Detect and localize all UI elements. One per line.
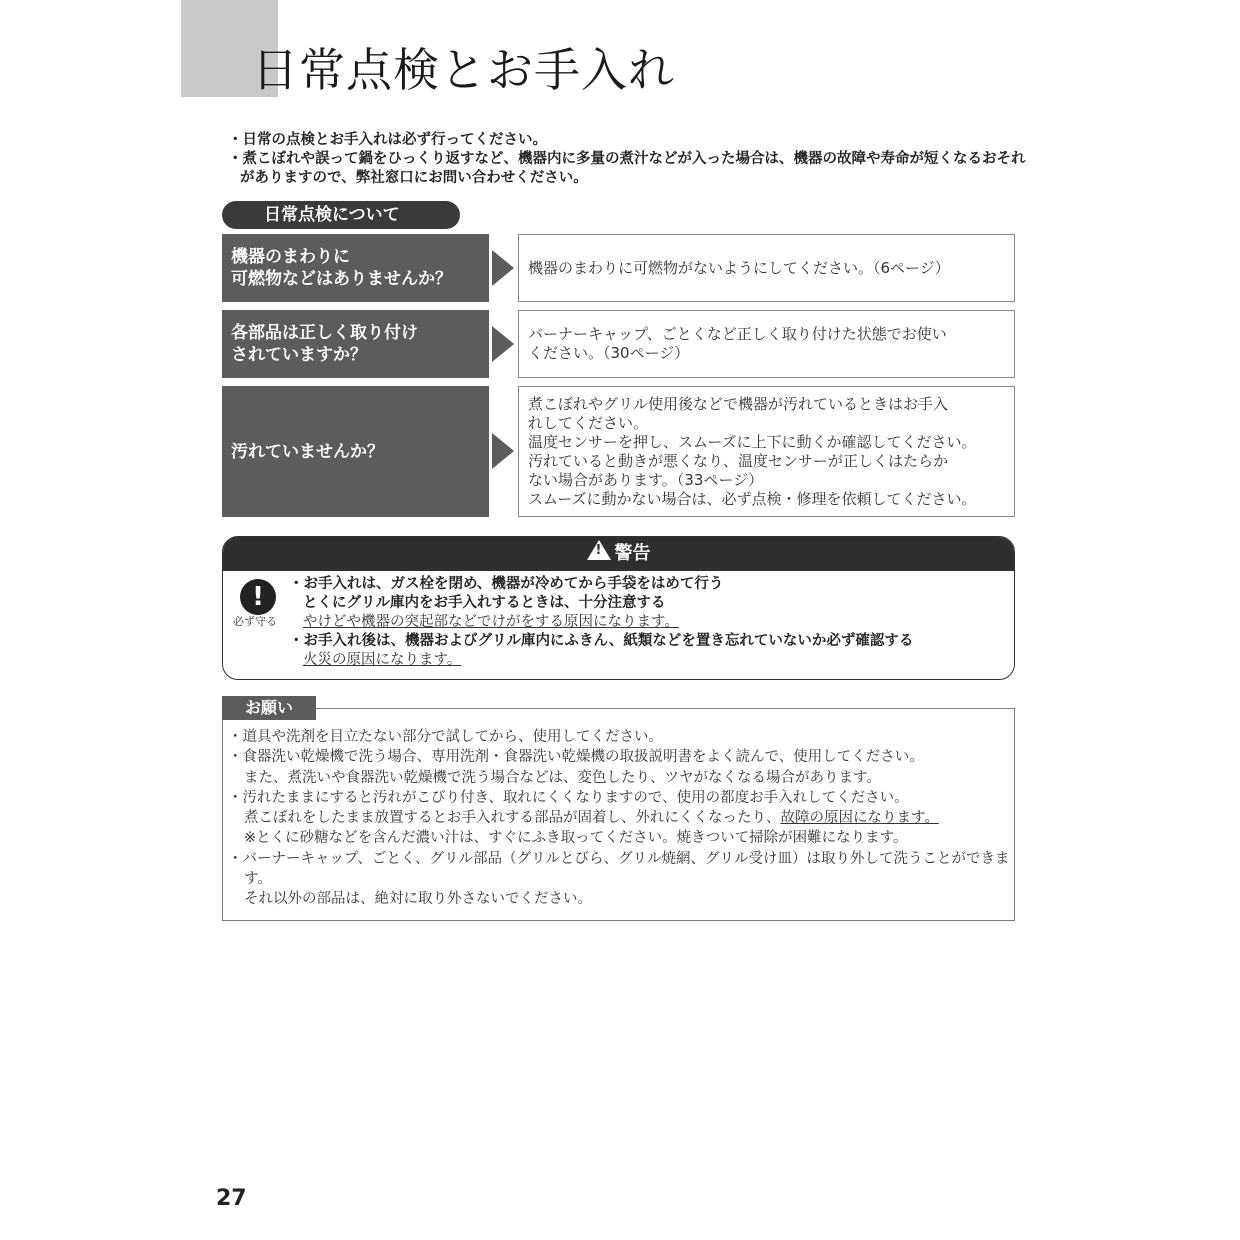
warning-item: ・ お手入れ後は、機器およびグリル庫内にふきん、紙類などを置き忘れていないか必ず確認する xyxy=(289,632,999,651)
check-answer: 機器のまわりに可燃物がないようにしてください。（6ページ） xyxy=(518,234,1015,302)
arrow-right-icon xyxy=(492,326,514,362)
request-item-sub: また、煮洗いや食器洗い乾燥機で洗う場合などは、変色したり、ツヤがなくなる場合があります。 xyxy=(244,769,881,786)
check-question: 機器のまわりに 可燃物などはありませんか？ xyxy=(222,234,489,302)
must-follow-label: 必ず守る xyxy=(233,615,277,628)
warning-triangle-icon xyxy=(587,540,611,560)
warning-item-note: やけどや機器の突起部などでけがをする原因になります。 xyxy=(303,614,679,630)
request-item: ・ バーナーキャップ、ごとく、グリル部品（グリルとびら、グリル焼網、グリル受け皿）は取り外して洗うことができます。 xyxy=(228,849,1013,890)
request-item: ・ 食器洗い乾燥機で洗う場合、専用洗剤・食器洗い乾燥機の取扱説明書をよく読んで、使用してください。 xyxy=(228,747,1013,767)
warning-header xyxy=(223,537,1014,571)
warning-item: ・ お手入れは、ガス栓を閉め、機器が冷めてから手袋をはめて行う xyxy=(289,575,999,594)
warning-box xyxy=(222,536,1015,680)
page-number: 27 xyxy=(216,1186,247,1211)
intro-item: ・ 煮こぼれや誤って鍋をひっくり返すなど、機器内に多量の煮汁などが入った場合は、機器の故障や寿命が短くなるおそれがありますので、弊社窓口にお問い合わせください。 xyxy=(228,150,1028,188)
check-row xyxy=(222,310,1015,378)
page-title: 日常点検とお手入れ xyxy=(252,43,675,97)
warning-body xyxy=(289,575,999,670)
check-answer: 煮こぼれやグリル使用後などで機器が汚れているときはお手入 れしてください。 温度センサーを押し、スムーズに上下に動くか確認してください。 汚れていると動きが悪くなり、温度センサーが正しくはたらか ない場合があります。（33ページ） スムーズに動かない場合は、必ず点検・修理を依頼してください。 xyxy=(518,386,1015,517)
request-item: ・ 汚れたままにすると汚れがこびり付き、取れにくくなりますので、使用の都度お手入れしてください。 xyxy=(228,788,1013,808)
arrow-right-icon xyxy=(492,433,514,469)
warning-item-sub: とくにグリル庫内をお手入れするときは、十分注意する xyxy=(303,595,666,611)
request-item-sub: それ以外の部品は、絶対に取り外さないでください。 xyxy=(244,891,592,908)
warning-item-note: 火災の原因になります。 xyxy=(303,652,462,668)
warning-title: 警告 xyxy=(614,543,651,564)
arrow-right-icon xyxy=(492,250,514,286)
check-question: 汚れていませんか？ xyxy=(222,386,489,517)
divider xyxy=(316,708,1015,709)
section-title: 日常点検について xyxy=(222,201,460,229)
check-question: 各部品は正しく取り付け されていますか？ xyxy=(222,310,489,378)
intro-item: ・ 日常の点検とお手入れは必ず行ってください。 xyxy=(228,131,1028,150)
check-row xyxy=(222,386,1015,517)
request-item: ・ 道具や洗剤を目立たない部分で試してから、使用してください。 xyxy=(228,727,1013,747)
request-item-sub: 煮こぼれをしたまま放置するとお手入れする部品が固着し、外れにくくなったり、故障の原因になります。 xyxy=(244,810,939,827)
intro-notes xyxy=(228,131,1028,188)
request-item-sub: ※とくに砂糖などを含んだ濃い汁は、すぐにふき取ってください。焼きついて掃除が困難になります。 xyxy=(244,830,908,847)
check-row xyxy=(222,234,1015,302)
request-body xyxy=(228,727,1013,910)
request-title: お願い xyxy=(222,696,316,720)
check-answer: バーナーキャップ、ごとくなど正しく取り付けた状態でお使い ください。（30ページ） xyxy=(518,310,1015,378)
exclamation-circle-icon: ! xyxy=(240,579,276,615)
